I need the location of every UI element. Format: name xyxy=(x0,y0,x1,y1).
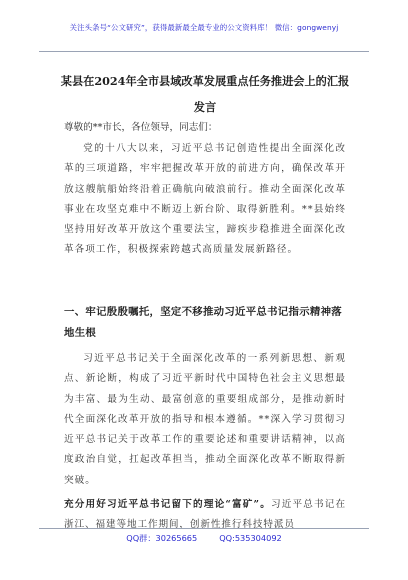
promo-banner xyxy=(0,0,408,56)
paragraph-3-lead: 充分用好习近平总书记留下的理论“富矿”。 xyxy=(64,499,271,510)
section-heading-1: 一、牢记殷殷嘱托，坚定不移推动习近平总书记指示精神落地生根 xyxy=(64,306,342,339)
qq-group-number: QQ群：30265665 xyxy=(126,533,198,543)
footer-divider xyxy=(39,528,369,529)
promo-banner-text: 关注头条号“公文研究”，获得最新最全最专业的公文资料库！ 微信：gongwenyj xyxy=(69,23,339,32)
contact-footer xyxy=(0,533,408,544)
salutation: 尊敬的**市长，各位领导，同志们： xyxy=(64,122,218,133)
document-title: 某县在2024年全市县域改革发展重点任务推进会上的汇报发言 xyxy=(60,74,350,114)
qq-contact-number: QQ:535304092 xyxy=(219,533,282,543)
paragraph-3-text: 习近平总书记在浙江、福建等地工作期间，创新性推行科技特派员 xyxy=(64,499,346,531)
body-paragraph-3 xyxy=(64,495,346,536)
body-paragraph-2: 习近平总书记关于全面深化改革的一系列新思想、新观点、新论断，构成了习近平新时代中国特色社会主义思想最为丰富、最为生动、最富创意的重要组成部分，是推动新时代全面深化改革开放的指导和根本遵循。**深入学习贯彻习近平总书记关于改革工作的重要论述和重要讲话精神，以高度政治自觉，扛起改革担当，推动全面深化改革不断取得新突破。 xyxy=(64,353,346,486)
body-paragraph-1: 党的十八大以来，习近平总书记创造性提出全面深化改革的三项道路，牢牢把握改革开放的前进方向，确保改革开放这艘航船始终沿着正确航向破浪前行。推动全面深化改革事业在攻坚克难中不断迈上新台阶、取得新胜利。**县始终坚持用好改革开放这个重要法宝，蹄疾步稳推进全面深化改革各项工作，积极探索跨越式高质量发展新路径。 xyxy=(64,143,346,256)
header-divider xyxy=(39,51,369,52)
